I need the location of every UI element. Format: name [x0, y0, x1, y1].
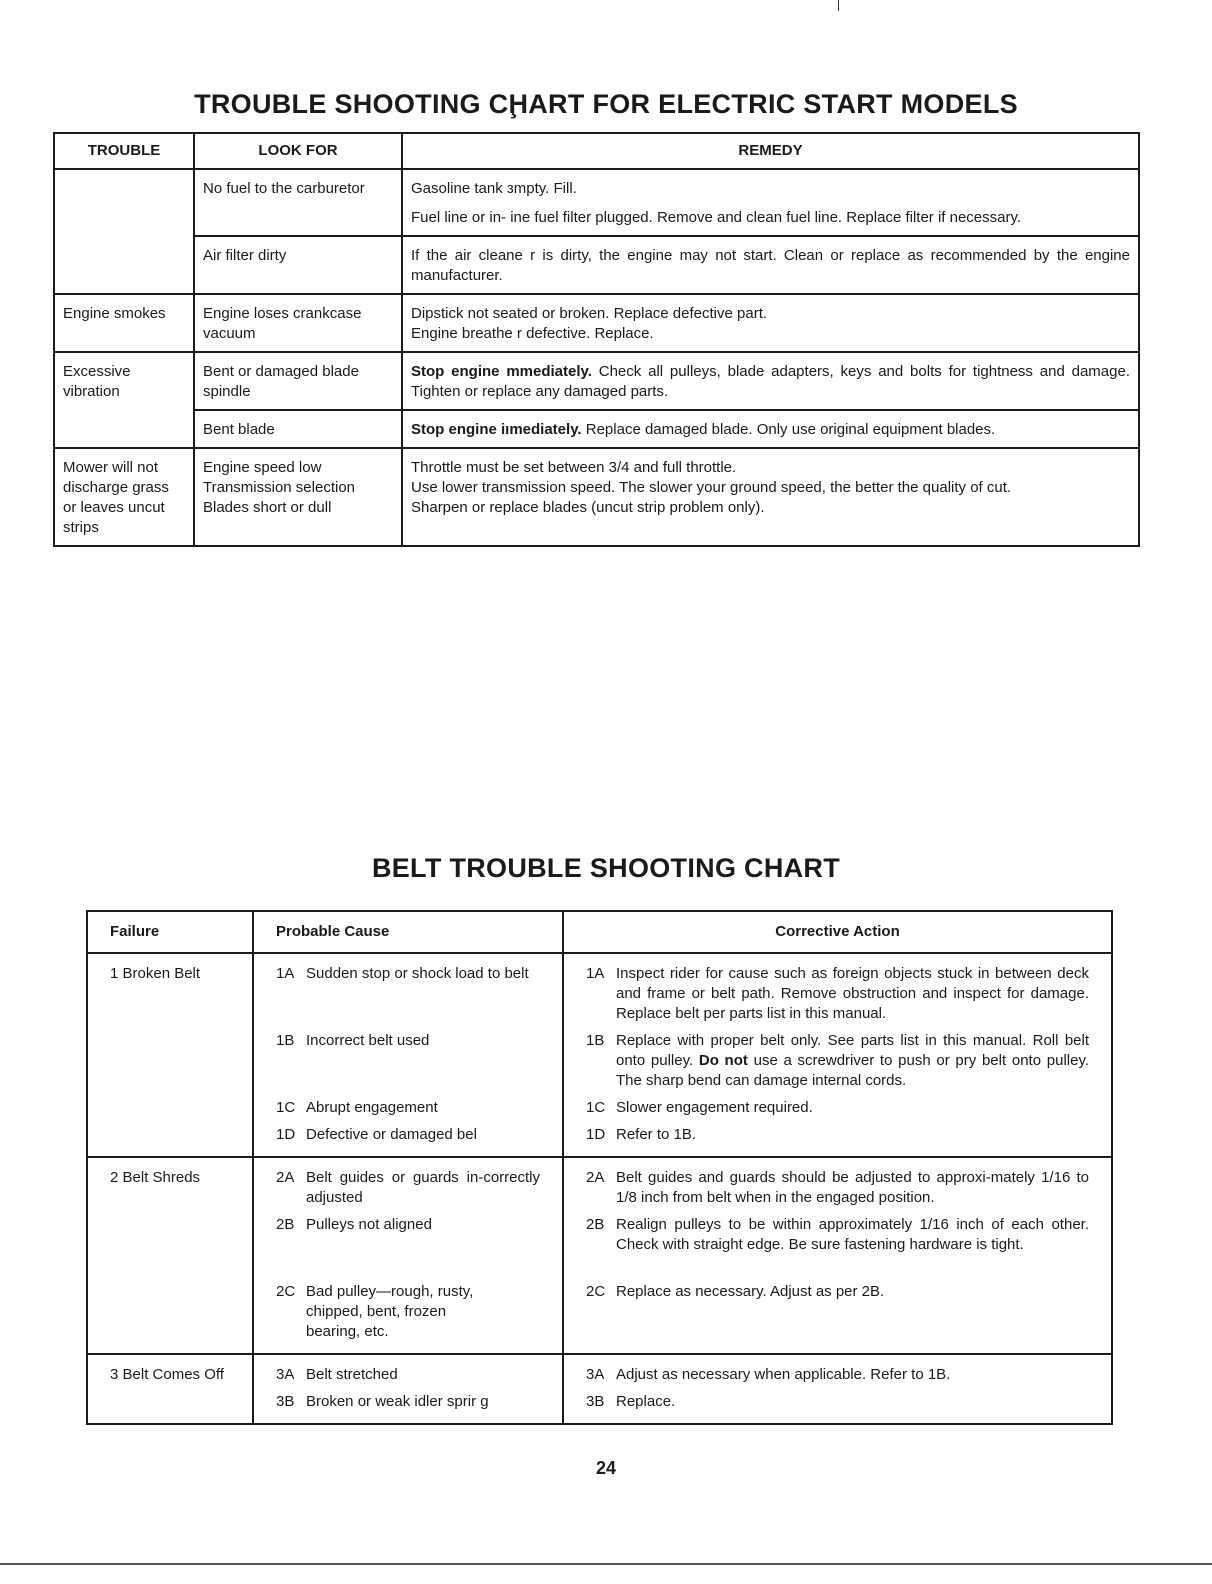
cause-code: 1A	[276, 965, 295, 982]
cause-code: 1D	[276, 1126, 296, 1143]
action-text: Adjust as necessary when applicable. Refer to 1B.	[616, 1366, 951, 1383]
remedy-cell	[402, 169, 1139, 236]
cause-code: 1C	[276, 1099, 296, 1116]
cause-text: Pulleys not aligned	[306, 1216, 432, 1233]
action-text	[616, 1031, 1089, 1091]
table-row	[87, 953, 1112, 1157]
look-for-cell: Engine loses crankcase vacuum	[194, 294, 402, 352]
remedy-line: Fuel line or in- ine fuel filter plugged. Remove and clean fuel line. Replace filter if necessary.	[411, 209, 1022, 226]
remedy-cell	[402, 236, 1139, 294]
table-row	[54, 352, 1139, 410]
action-text-part: use a screwdriver to push or pry belt onto pulley. The sharp bend can damage internal cords.	[616, 1052, 1090, 1089]
cause-code: 2C	[276, 1283, 296, 1300]
action-cell	[563, 953, 1112, 1157]
cause-text: Belt guides or guards in-correctly adjusted	[306, 1169, 540, 1206]
action-text: Belt guides and guards should be adjusted to approxi-mately 1/16 to 1/8 inch from belt when in the engaged position.	[616, 1169, 1089, 1206]
action-code: 1D	[586, 1126, 606, 1143]
header-corrective-action: Corrective Action	[563, 911, 1112, 953]
remedy-line: Gasoline tank зmpty. Fill.	[411, 180, 577, 197]
remedy-text: Check all pulleys, blade adapters, keys and bolts for tightness and damage. Tighten or replace any damaged parts.	[411, 363, 1130, 400]
failure-cell: 2 Belt Shreds	[87, 1157, 253, 1354]
trouble-cell: Excessive vibration	[54, 352, 194, 448]
remedy-cell	[402, 352, 1139, 410]
action-code: 3A	[586, 1366, 605, 1383]
remedy-line: Use lower transmission speed. The slower your ground speed, the better the quality of cut.	[411, 479, 1012, 496]
table-row	[54, 294, 1139, 352]
table-row	[87, 1157, 1112, 1354]
cause-code: 1B	[276, 1032, 295, 1049]
failure-cell: 1 Broken Belt	[87, 953, 253, 1157]
look-for-cell	[194, 448, 402, 546]
cause-cell	[253, 953, 563, 1157]
look-for-cell: Bent blade	[194, 410, 402, 448]
look-for-cell: No fuel to the carburetor	[194, 169, 402, 236]
table-header-row	[87, 911, 1112, 953]
action-warning: Do not	[698, 1052, 748, 1069]
remedy-line: Dipstick not seated or broken. Replace defective part.	[411, 305, 768, 322]
action-cell	[563, 1157, 1112, 1354]
cause-text: Bad pulley—rough, rusty, chipped, bent, frozen bearing, etc.	[306, 1283, 474, 1340]
look-for-line: Transmission selection	[203, 479, 355, 496]
action-code: 2C	[586, 1283, 606, 1300]
action-text: Inspect rider for cause such as foreign objects stuck in between deck and frame or belt path. Remove obstruction and inspect for damage. Replace belt per parts list in this manual.	[616, 965, 1089, 1022]
belt-chart-title: BELT TROUBLE SHOOTING CHART	[371, 853, 841, 883]
trouble-cell	[54, 169, 194, 294]
page-number: 24	[595, 1458, 617, 1478]
cause-text: Defective or damaged bel	[306, 1126, 477, 1143]
cause-text: Abrupt engagement	[306, 1099, 438, 1116]
failure-cell: 3 Belt Comes Off	[87, 1354, 253, 1424]
cause-cell	[253, 1157, 563, 1354]
cause-text: Incorrect belt used	[306, 1032, 430, 1049]
cause-cell	[253, 1354, 563, 1424]
action-cell	[563, 1354, 1112, 1424]
table-row	[54, 448, 1139, 546]
bottom-rule	[0, 1563, 1212, 1565]
electric-start-chart-title: TROUBLE SHOOTING CḨART FOR ELECTRIC START MODELS	[194, 89, 1018, 119]
remedy-warning: Stop engine mmediately.	[411, 363, 592, 380]
trouble-cell: Mower will not discharge grass or leaves uncut strips	[54, 448, 194, 546]
action-text: Realign pulleys to be within approximately 1/16 inch of each other. Check with straight edge. Be sure fastening hardware is tight.	[616, 1216, 1089, 1253]
action-code: 1B	[586, 1032, 605, 1049]
action-code: 1C	[586, 1099, 606, 1116]
scan-mark	[838, 0, 839, 11]
remedy-line: Throttle must be set between 3/4 and full throttle.	[411, 459, 737, 476]
look-for-cell: Air filter dirty	[194, 236, 402, 294]
cause-code: 3B	[276, 1393, 295, 1410]
action-text: Slower engagement required.	[616, 1099, 813, 1116]
cause-text: Broken or weak idler sprir g	[306, 1393, 489, 1410]
action-code: 1A	[586, 965, 605, 982]
look-for-line: Blades short or dull	[203, 499, 332, 516]
remedy-cell	[402, 294, 1139, 352]
cause-text: Belt stretched	[306, 1366, 398, 1383]
cause-code: 3A	[276, 1366, 295, 1383]
table-row	[87, 1354, 1112, 1424]
table-row	[54, 410, 1139, 448]
action-code: 2B	[586, 1216, 605, 1233]
remedy-cell	[402, 448, 1139, 546]
table-header-row	[54, 133, 1139, 169]
look-for-line: Engine speed low	[203, 459, 322, 476]
header-failure: Failure	[87, 911, 253, 953]
remedy-line: Engine breathe r defective. Replace.	[411, 325, 654, 342]
header-probable-cause: Probable Cause	[253, 911, 563, 953]
header-trouble: TROUBLE	[54, 133, 194, 169]
look-for-cell: Bent or damaged blade spindle	[194, 352, 402, 410]
remedy-line: If the air cleane r is dirty, the engine may not start. Clean or replace as recommended by the engine manufacturer.	[411, 247, 1130, 284]
table-row	[54, 236, 1139, 294]
action-code: 2A	[586, 1169, 605, 1186]
header-look-for: LOOK FOR	[194, 133, 402, 169]
remedy-warning: Stop engine iımediately.	[411, 421, 582, 438]
action-text: Replace.	[616, 1393, 676, 1410]
belt-troubleshooting-table	[86, 910, 1113, 1425]
action-text: Replace as necessary. Adjust as per 2B.	[616, 1283, 885, 1300]
action-code: 3B	[586, 1393, 605, 1410]
trouble-cell: Engine smokes	[54, 294, 194, 352]
header-remedy: REMEDY	[402, 133, 1139, 169]
table-row	[54, 169, 1139, 236]
cause-code: 2B	[276, 1216, 295, 1233]
action-text: Refer to 1B.	[616, 1126, 697, 1143]
cause-code: 2A	[276, 1169, 295, 1186]
remedy-cell	[402, 410, 1139, 448]
electric-start-troubleshooting-table	[53, 132, 1140, 547]
remedy-line: Sharpen or replace blades (uncut strip problem only).	[411, 499, 765, 516]
cause-text: Sudden stop or shock load to belt	[306, 965, 529, 982]
remedy-text: Replace damaged blade. Only use original equipment blades.	[581, 421, 996, 438]
action-text-part: Replace with proper belt only. See parts list in this manual. Roll belt onto pulley.	[616, 1032, 1089, 1069]
